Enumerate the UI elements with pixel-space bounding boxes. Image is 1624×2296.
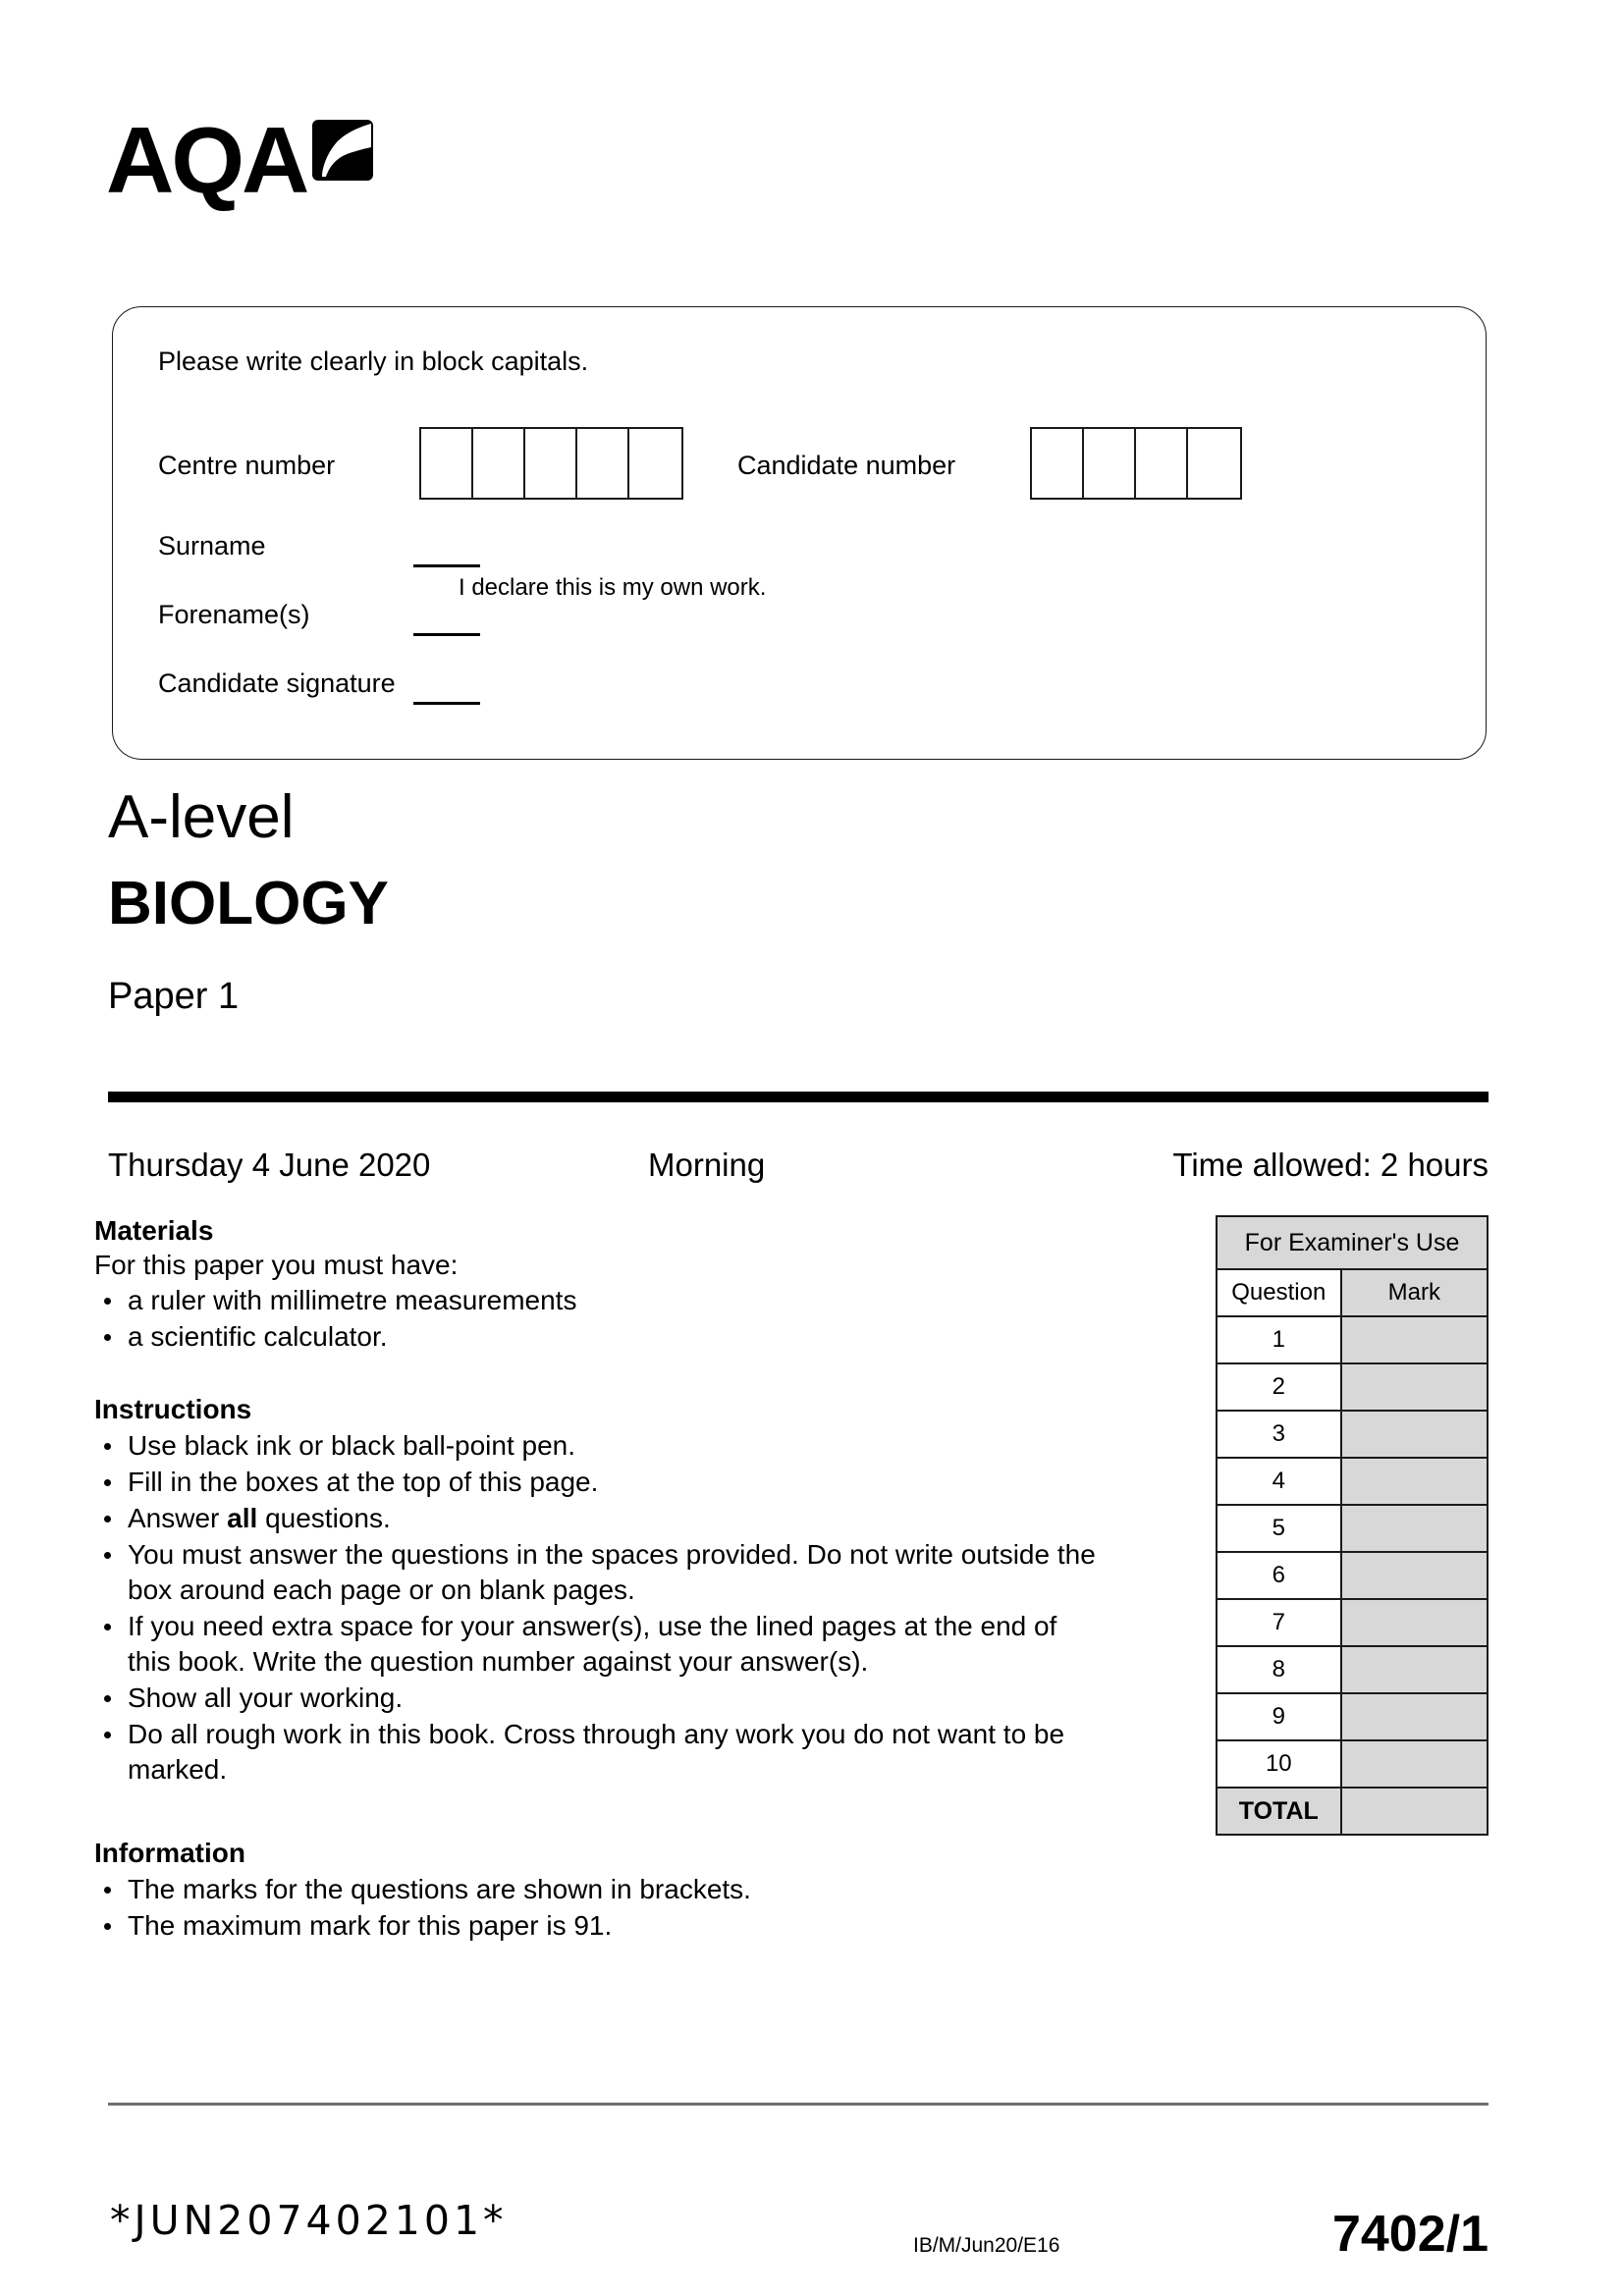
table-row <box>1217 1552 1488 1599</box>
mark-cell[interactable] <box>1341 1458 1488 1505</box>
table-row <box>1217 1599 1488 1646</box>
table-row <box>1217 1505 1488 1552</box>
question-number: 9 <box>1217 1693 1341 1740</box>
mark-cell[interactable] <box>1341 1363 1488 1411</box>
instructions-list <box>94 1428 1096 1788</box>
paper-code: 7402/1 <box>1331 2206 1489 2263</box>
centre-number-cell[interactable] <box>473 429 525 498</box>
list-item: a scientific calculator. <box>94 1319 978 1355</box>
list-item: The maximum mark for this paper is 91. <box>94 1908 978 1944</box>
paper-title: Paper 1 <box>108 976 240 1017</box>
mark-cell[interactable] <box>1341 1599 1488 1646</box>
question-number: 2 <box>1217 1363 1341 1411</box>
mark-cell[interactable] <box>1341 1740 1488 1788</box>
candidate-signature-field[interactable] <box>413 702 480 705</box>
table-row <box>1217 1788 1488 1835</box>
question-number: 1 <box>1217 1316 1341 1363</box>
table-row <box>1217 1693 1488 1740</box>
mark-cell[interactable] <box>1341 1693 1488 1740</box>
candidate-details-box <box>112 306 1487 760</box>
question-number: 6 <box>1217 1552 1341 1599</box>
mark-cell[interactable] <box>1341 1411 1488 1458</box>
header-divider <box>108 1092 1489 1102</box>
qualification-title: A-level <box>108 783 295 851</box>
mark-cell[interactable] <box>1341 1505 1488 1552</box>
time-allowed: Time allowed: 2 hours <box>1172 1147 1489 1183</box>
list-item-text-post: questions. <box>257 1503 391 1533</box>
materials-heading: Materials <box>94 1215 214 1246</box>
question-number: 5 <box>1217 1505 1341 1552</box>
candidate-number-input[interactable] <box>1030 427 1242 500</box>
information-section <box>94 1838 978 1945</box>
exam-date: Thursday 4 June 2020 <box>108 1147 431 1183</box>
information-list <box>94 1872 978 1944</box>
centre-number-label: Centre number <box>158 451 336 480</box>
centre-number-cell[interactable] <box>421 429 473 498</box>
instructions-section <box>94 1394 1096 1789</box>
declaration-text: I declare this is my own work. <box>459 574 767 601</box>
question-number: 7 <box>1217 1599 1341 1646</box>
list-item: You must answer the questions in the spaces provided. Do not write outside the box around each page or on blank pages. <box>94 1537 1096 1608</box>
candidate-number-cell[interactable] <box>1084 429 1136 498</box>
surname-field[interactable] <box>413 564 480 567</box>
emphasis-all: all <box>227 1503 258 1533</box>
table-row <box>1217 1740 1488 1788</box>
materials-list <box>94 1283 978 1355</box>
examiner-table-title: For Examiner's Use <box>1217 1216 1488 1269</box>
table-row <box>1217 1316 1488 1363</box>
mark-cell[interactable] <box>1341 1552 1488 1599</box>
list-item: a ruler with millimetre measurements <box>94 1283 978 1318</box>
barcode-text: *JUN207402101* <box>110 2197 508 2244</box>
candidate-number-cell[interactable] <box>1136 429 1188 498</box>
forenames-field[interactable] <box>413 633 480 636</box>
column-header-question: Question <box>1217 1269 1341 1316</box>
list-item: Do all rough work in this book. Cross through any work you do not want to be marked. <box>94 1717 1096 1788</box>
question-number: 8 <box>1217 1646 1341 1693</box>
question-number: 3 <box>1217 1411 1341 1458</box>
question-number: 4 <box>1217 1458 1341 1505</box>
instructions-heading: Instructions <box>94 1394 252 1424</box>
centre-number-cell[interactable] <box>525 429 577 498</box>
list-item: If you need extra space for your answer(s), use the lined pages at the end of this book. Write the question number against your answer(s). <box>94 1609 1096 1680</box>
centre-number-cell[interactable] <box>577 429 629 498</box>
list-item: Use black ink or black ball-point pen. <box>94 1428 1096 1464</box>
information-heading: Information <box>94 1838 245 1868</box>
leaf-mark-icon <box>312 120 373 181</box>
table-row <box>1217 1646 1488 1693</box>
table-row <box>1217 1411 1488 1458</box>
footer-divider <box>108 2103 1489 2106</box>
subject-title: BIOLOGY <box>108 870 389 937</box>
total-label: TOTAL <box>1217 1788 1341 1835</box>
mark-cell[interactable] <box>1341 1316 1488 1363</box>
aqa-logo-text: AQA <box>106 108 307 213</box>
column-header-mark: Mark <box>1341 1269 1488 1316</box>
ib-reference-code: IB/M/Jun20/E16 <box>913 2234 1060 2257</box>
candidate-number-label: Candidate number <box>737 451 956 480</box>
candidate-number-cell[interactable] <box>1032 429 1084 498</box>
exam-session: Morning <box>648 1147 766 1183</box>
table-row <box>1217 1216 1488 1269</box>
list-item: Fill in the boxes at the top of this page. <box>94 1465 1096 1500</box>
number-fields-row <box>158 427 1454 500</box>
materials-section <box>94 1215 978 1356</box>
aqa-logo <box>106 108 373 213</box>
mark-cell[interactable] <box>1341 1646 1488 1693</box>
list-item: Show all your working. <box>94 1681 1096 1716</box>
candidate-signature-label: Candidate signature <box>158 668 396 698</box>
examiner-mark-table <box>1216 1215 1489 1836</box>
list-item: The marks for the questions are shown in brackets. <box>94 1872 978 1907</box>
total-mark-cell[interactable] <box>1341 1788 1488 1835</box>
table-row <box>1217 1269 1488 1316</box>
surname-label: Surname <box>158 531 266 561</box>
centre-number-input[interactable] <box>419 427 683 500</box>
centre-number-cell[interactable] <box>629 429 681 498</box>
table-row <box>1217 1458 1488 1505</box>
table-row <box>1217 1363 1488 1411</box>
list-item-text-pre: Answer <box>128 1503 228 1533</box>
materials-intro: For this paper you must have: <box>94 1250 459 1280</box>
list-item <box>94 1501 1096 1536</box>
block-capitals-instruction: Please write clearly in block capitals. <box>158 347 589 376</box>
forenames-label: Forename(s) <box>158 600 310 629</box>
candidate-number-cell[interactable] <box>1188 429 1240 498</box>
question-number: 10 <box>1217 1740 1341 1788</box>
